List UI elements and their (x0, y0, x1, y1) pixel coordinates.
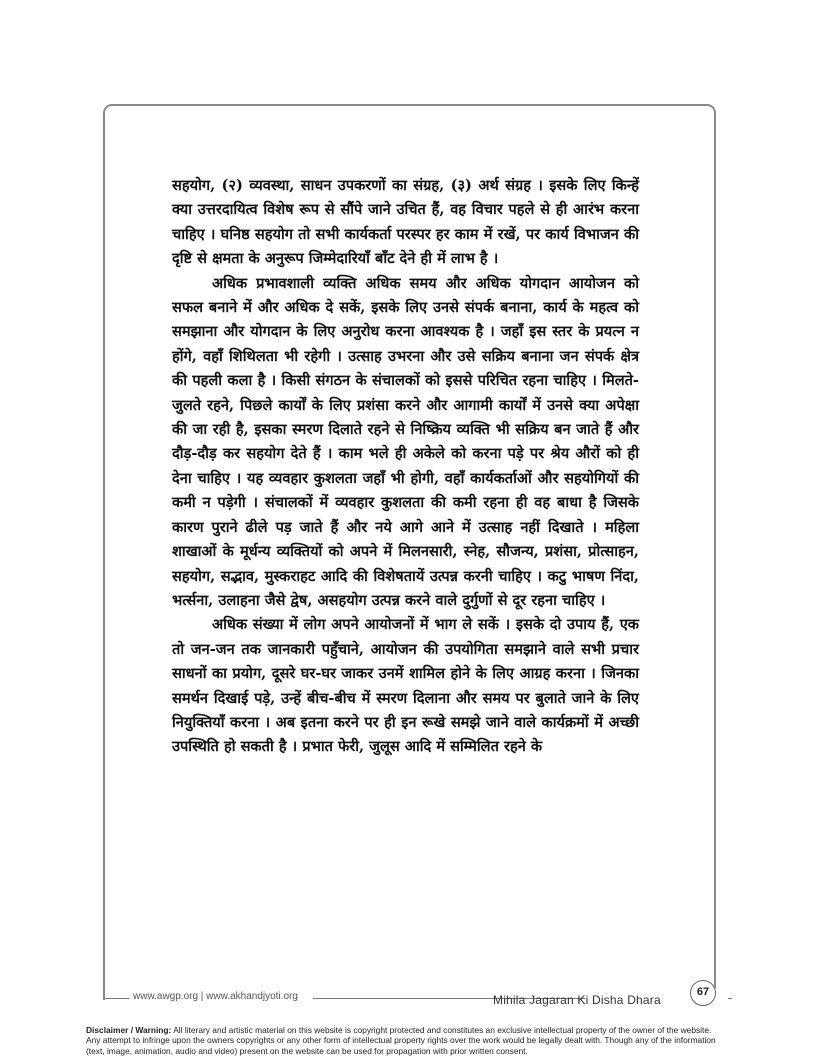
paragraph-2: अधिक प्रभावशाली व्यक्ति अधिक समय और अधिक योगदान आयोजन को सफल बनाने में और अधिक दे सकें, इसके लिए उनसे संपर्क बनाना, कार्य के महत्व को समझाना और योगदान के लिए अनुरोध करना आवश्यक है । जहाँ इस स्तर के प्रयत्न न होंगे, वहाँ शिथिलता भी रहेगी । उत्साह उभरना और उसे सक्रिय बनाना जन संपर्क क्षेत्र की पहली कला है । किसी संगठन के संचालकों को इससे परिचित रहना चाहिए । मिलते-जुलते रहने, पिछले कार्यों के लिए प्रशंसा करने और आगामी कार्यों में उनसे क्या अपेक्षा की जा रही है, इसका स्मरण दिलाते रहने से निष्क्रिय व्यक्ति भी सक्रिय बन जाते हैं और दौड़-दौड़ कर सहयोग देते हैं । काम भले ही अकेले को करना पड़े पर श्रेय औरों को ही देना चाहिए । यह व्यवहार कुशलता जहाँ भी होगी, वहाँ कार्यकर्ताओं और सहयोगियों की कमी न पड़ेगी । संचालकों में व्यवहार कुशलता की कमी रहना ही वह बाधा है जिसके कारण पुराने ढीले पड़ जाते हैं और नये आगे आने में उत्साह नहीं दिखाते । महिला शाखाओं के मूर्धन्य व्यक्तियों को अपने में मिलनसारी, स्नेह, सौजन्य, प्रशंसा, प्रोत्साहन, सहयोग, सद्भाव, मुस्कराहट आदि की विशेषतायें उत्पन्न करनी चाहिए । कटु भाषण निंदा, भर्त्सना, उलाहना जैसे द्वेष, असहयोग उत्पन्न करने वाले दुर्गुणों से दूर रहना चाहिए । (172, 274, 639, 609)
book-title: Mihila Jagaran Ki Disha Dhara (493, 993, 661, 1007)
page-body-text (172, 174, 639, 760)
disclaimer-text: All literary and artistic material on this website is copyright protected and constitutes an exclusive intellectual property of the owner of the website. Any attempt to infringe upon the owners copyrights or any other form of intellectual property rights over the work would be legally dealt with. Though any of the information (text, image, animation, audio and video) present on the website can be used for propagation with prior written consent. (86, 1025, 716, 1056)
page-number-badge: 67 (690, 980, 716, 1006)
paragraph-1: सहयोग, (२) व्यवस्था, साधन उपकरणों का संग्रह, (३) अर्थ संग्रह । इसके लिए किन्हें क्या उत्तरदायित्व विशेष रूप से सौंपे जाने उचित हैं, वह विचार पहले से ही आरंभ करना चाहिए । घनिष्ठ सहयोग तो सभी कार्यकर्ता परस्पर हर काम में रखें, पर कार्य विभाजन की दृष्टि से क्षमता के अनुरूप जिम्मेदारियाँ बाँट देने ही में लाभ है । (172, 177, 639, 268)
page-footer (103, 984, 733, 1014)
footer-dash (728, 998, 732, 999)
footer-urls: www.awgp.org | www.akhandjyoti.org (133, 991, 298, 1002)
disclaimer (86, 1025, 726, 1056)
disclaimer-label: Disclaimer / Warning: (86, 1025, 172, 1035)
paragraph-3: अधिक संख्या में लोग अपने आयोजनों में भाग ले सकें । इसके दो उपाय हैं, एक तो जन-जन तक जानकारी पहुँचाने, आयोजन की उपयोगिता समझाने वाले सभी प्रचार साधनों का प्रयोग, दूसरे घर-घर जाकर उनमें शामिल होने के लिए आग्रह करना । जिनका समर्थन दिखाई पड़े, उन्हें बीच-बीच में स्मरण दिलाना और समय पर बुलाते जाने के लिए नियुक्तियाँ करना । अब इतना करने पर ही इन रूखे समझे जाने वाले कार्यक्रमों में अच्छी उपस्थिति हो सकती है । प्रभात फेरी, जुलूस आदि में सम्मिलित रहने के (172, 616, 639, 756)
footer-rule (105, 998, 129, 999)
